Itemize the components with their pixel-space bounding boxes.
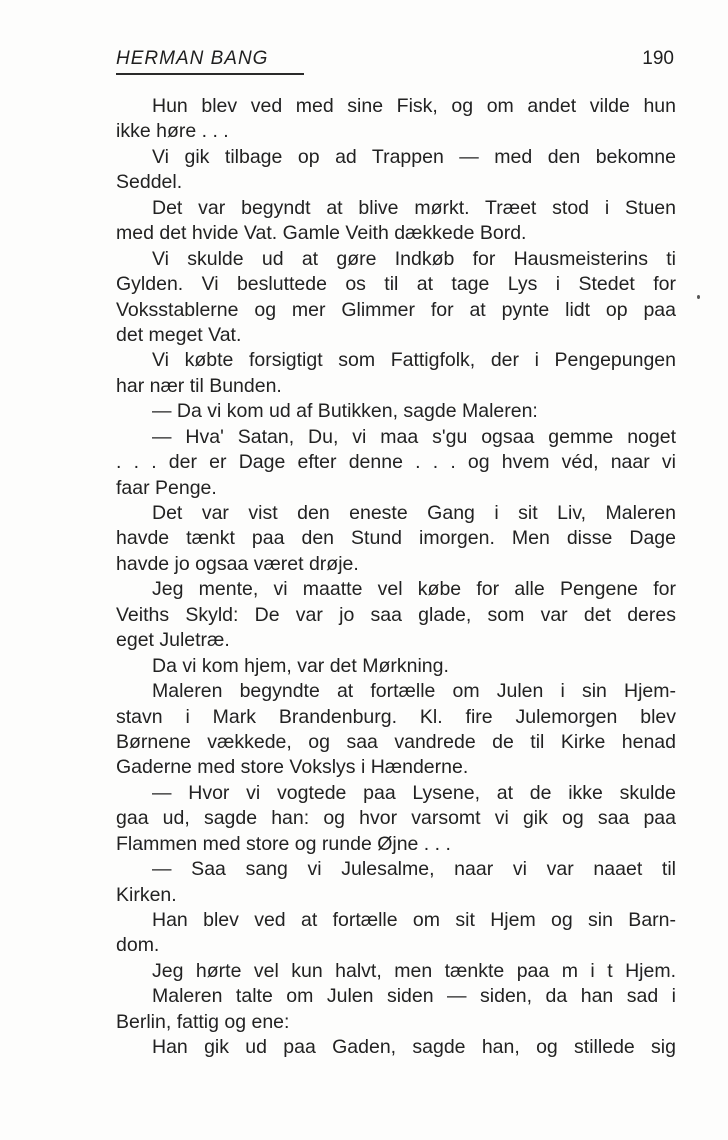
text-line: . . . der er Dage efter denne . . . og hvem véd, naar vi: [116, 451, 676, 474]
text-line: Vi købte forsigtigt som Fattigfolk, der i Pengepungen: [152, 349, 676, 372]
text-line: Han gik ud paa Gaden, sagde han, og stillede sig: [152, 1036, 676, 1059]
text-line: Gylden. Vi besluttede os til at tage Lys i Stedet for: [116, 273, 676, 296]
text-line: Kirken.: [116, 883, 177, 906]
text-line: Seddel.: [116, 171, 183, 194]
text-line: det meget Vat.: [116, 323, 242, 346]
text-line: har nær til Bunden.: [116, 374, 282, 397]
text-line: Berlin, fattig og ene:: [116, 1010, 290, 1033]
text-line: ikke høre . . .: [116, 120, 229, 143]
text-line: Flammen med store og runde Øjne . . .: [116, 832, 451, 855]
page-number: 190: [642, 48, 674, 69]
text-line: Voksstablerne og mer Glimmer for at pynte lidt op paa: [116, 298, 676, 321]
text-line: — Hvor vi vogtede paa Lysene, at de ikke skulde: [152, 781, 676, 804]
text-line: Vi gik tilbage op ad Trappen — med den bekomne: [152, 145, 676, 168]
text-line: faar Penge.: [116, 476, 217, 499]
text-line: Jeg mente, vi maatte vel købe for alle Pengene for: [152, 578, 676, 601]
text-line: Maleren begyndte at fortælle om Julen i sin Hjem-: [152, 680, 676, 703]
text-line: Han blev ved at fortælle om sit Hjem og sin Barn-: [152, 909, 676, 931]
text-line: Vi skulde ud at gøre Indkøb for Hausmeisterins ti: [152, 247, 676, 270]
text-line: havde jo ogsaa været drøje.: [116, 552, 359, 575]
text-line: Jeg hørte vel kun halvt, men tænkte paa m i t Hjem.: [152, 959, 676, 982]
text-line: Veiths Skyld: De var jo saa glade, som var det deres: [116, 603, 676, 626]
text-line: Hun blev ved med sine Fisk, og om andet vilde hun: [152, 95, 676, 117]
text-line: havde tænkt paa den Stund imorgen. Men disse Dage: [116, 527, 676, 550]
running-head-author: HERMAN BANG: [116, 48, 269, 69]
text-line: Maleren talte om Julen siden — siden, da han sad i: [152, 985, 676, 1008]
author-underline: [116, 73, 304, 75]
running-head: [116, 44, 676, 76]
text-line: — Da vi kom ud af Butikken, sagde Maleren:: [152, 400, 538, 423]
ink-speck: [697, 295, 700, 299]
text-line: Det var begyndt at blive mørkt. Træet stod i Stuen: [152, 196, 676, 219]
text-line: Gaderne med store Vokslys i Hænderne.: [116, 756, 469, 779]
text-line: dom.: [116, 934, 160, 957]
text-line: — Hva' Satan, Du, vi maa s'gu ogsaa gemme noget: [152, 425, 676, 448]
text-line: Børnene vækkede, og saa vandrede de til Kirke henad: [116, 730, 676, 753]
text-line: — Saa sang vi Julesalme, naar vi var naaet til: [152, 858, 676, 881]
text-line: eget Juletræ.: [116, 629, 230, 652]
text-line: Da vi kom hjem, var det Mørkning.: [152, 654, 449, 677]
text-line: Det var vist den eneste Gang i sit Liv, Maleren: [152, 502, 676, 524]
text-line: stavn i Mark Brandenburg. Kl. fire Julemorgen blev: [116, 705, 676, 728]
text-line: med det hvide Vat. Gamle Veith dækkede Bord.: [116, 222, 527, 245]
body-text: [116, 94, 676, 1061]
text-line: gaa ud, sagde han: og hvor varsomt vi gik og saa paa: [116, 807, 676, 830]
